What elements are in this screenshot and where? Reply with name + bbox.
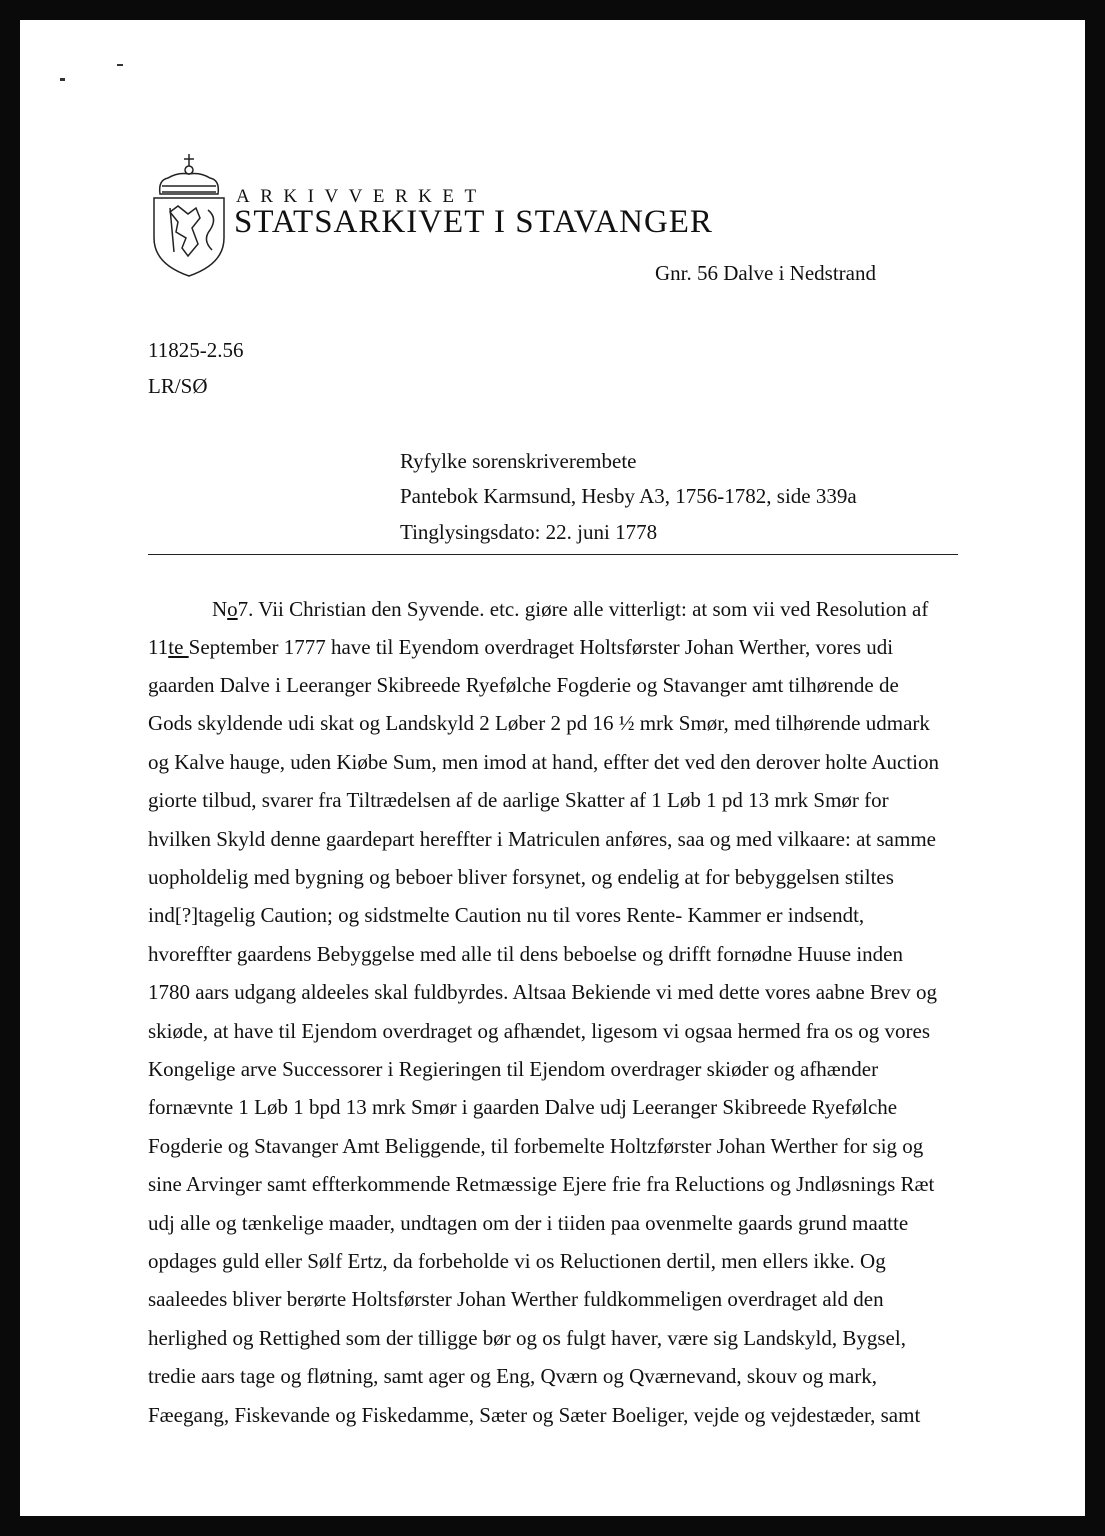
body-line: uopholdelig med bygning og beboer bliver forsynet, og endelig at for bebyggelsen stiltes xyxy=(148,865,894,889)
source-office: Ryfylke sorenskriverembete xyxy=(400,449,637,473)
body-line: giorte tilbud, svarer fra Tiltrædelsen af de aarlige Skatter af 1 Løb 1 pd 13 mrk Smør for xyxy=(148,788,889,813)
body-line: sine Arvinger samt effterkommende Retmæssige Ejere frie fra Reluctions og Jndløsnings Ræt xyxy=(148,1172,935,1197)
body-line: Fæegang, Fiskevande og Fiskedamme, Sæter og Sæter Boeliger, vejde og vejdestæder, samt xyxy=(148,1402,921,1427)
reference-number: 11825-2.56 xyxy=(148,338,244,362)
body-line: Fogderie og Stavanger Amt Beliggende, til forbemelte Holtzførster Johan Werther for sig og xyxy=(148,1133,924,1158)
body-line: 1780 aars udgang aldeeles skal fuldbyrdes. Altsaa Bekiende vi med dette vores aabne Brev og xyxy=(148,980,938,1005)
coat-of-arms-logo xyxy=(148,152,230,278)
body-text-underlined: o xyxy=(227,597,238,621)
body-text-underlined: te xyxy=(168,635,189,659)
body-line: og Kalve hauge, uden Kiøbe Sum, men imod at hand, effter det ved den derover holte Auction xyxy=(148,749,939,774)
body-text: September 1777 have til Eyendom overdraget Holtsførster Johan Werther, vores udi xyxy=(188,635,894,659)
body-line xyxy=(148,635,893,660)
body-line: skiøde, at have til Ejendom overdraget og afhændet, ligesom vi ogsaa hermed fra os og vores xyxy=(148,1018,931,1043)
scan-mark xyxy=(60,78,65,81)
org-small-title: ARKIVVERKET xyxy=(236,186,487,207)
body-line: Kongelige arve Successorer i Regieringen til Ejendom overdrager skiøder og afhænder xyxy=(148,1057,879,1081)
body-line: tredie aars tage og fløtning, samt ager og Eng, Qværn og Qværnevand, skouv og mark, xyxy=(148,1364,878,1389)
body-line: herlighed og Rettighed som der tilligge bør og os fulgt haver, være sig Landskyld, Bygsel, xyxy=(148,1325,906,1350)
body-line: ind[?]tagelig Caution; og sidstmelte Caution nu til vores Rente- Kammer er indsendt, xyxy=(148,903,865,928)
body-line: Gods skyldende udi skat og Landskyld 2 Løber 2 pd 16 ½ mrk Smør, med tilhørende udmark xyxy=(148,711,930,736)
body-line: hvilken Skyld denne gaardepart hereffter i Matriculen anføres, saa og med vilkaare: at samme xyxy=(148,826,936,851)
property-reference: Gnr. 56 Dalve i Nedstrand xyxy=(654,261,876,285)
body-text: N xyxy=(212,597,228,621)
reference-initials: LR/SØ xyxy=(148,374,208,398)
body-text: 7. Vii Christian den Syvende. etc. giøre alle vitterligt: at som vii ved Resolution af xyxy=(237,597,929,621)
body-line: hvoreffter gaardens Bebyggelse med alle til dens beboelse og drifft fornødne Huuse inden xyxy=(148,941,903,966)
source-date: Tinglysingsdato: 22. juni 1778 xyxy=(400,520,658,544)
scan-mark xyxy=(117,64,123,66)
body-line: saaleedes bliver berørte Holtsførster Johan Werther fuldkommeligen overdraget ald den xyxy=(148,1287,884,1312)
body-line: udj alle og tænkelige maader, undtagen om der i tiiden paa ovenmelte gaards grund maatte xyxy=(148,1210,909,1235)
source-book: Pantebok Karmsund, Hesby A3, 1756-1782, side 339a xyxy=(400,484,857,508)
body-line: fornævnte 1 Løb 1 bpd 13 mrk Smør i gaarden Dalve udj Leeranger Skibreede Ryefølche xyxy=(148,1095,898,1120)
body-text: 11 xyxy=(148,635,169,659)
body-line: gaarden Dalve i Leeranger Skibreede Ryefølche Fogderie og Stavanger amt tilhørende de xyxy=(148,673,899,697)
document-page xyxy=(20,20,1085,1516)
body-line xyxy=(212,597,928,622)
divider-rule xyxy=(148,554,958,555)
org-large-title: STATSARKIVET I STAVANGER xyxy=(234,204,713,240)
body-line: opdages guld eller Sølf Ertz, da forbeholde vi os Reluctionen dertil, men ellers ikke. Og xyxy=(148,1249,886,1273)
